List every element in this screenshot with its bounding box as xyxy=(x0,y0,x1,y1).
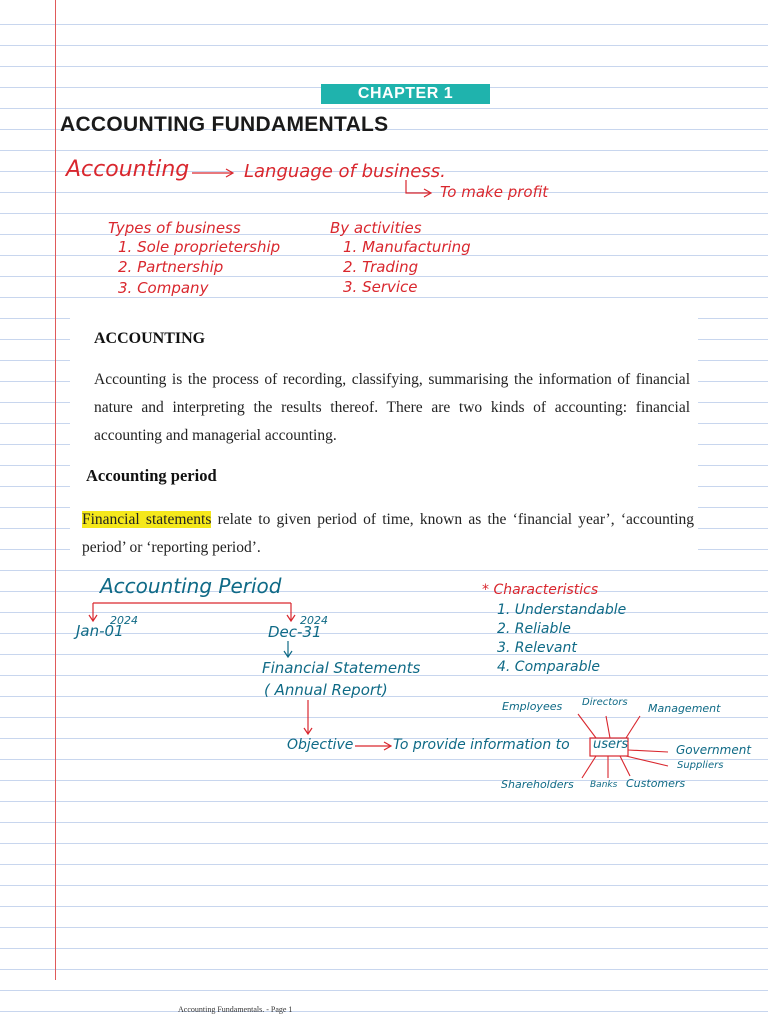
section-heading-accounting-period: Accounting period xyxy=(86,466,217,485)
activity-item: 1. Manufacturing xyxy=(343,238,471,256)
note-accounting: Accounting xyxy=(66,157,190,182)
accounting-definition: Accounting is the process of recording, classifying, summarising the information of financial nature and interpreting the results thereof. There are two kinds of accounting: financial accounting and managerial accounting. xyxy=(94,371,690,444)
note-start-year: 2024 xyxy=(110,614,138,627)
user-group-suppliers: Suppliers xyxy=(677,760,724,771)
user-group-banks: Banks xyxy=(590,780,618,790)
characteristic-item: 2. Reliable xyxy=(497,621,571,637)
type-item: 1. Sole proprietership xyxy=(118,238,281,256)
type-item: 2. Partnership xyxy=(118,258,224,276)
characteristics-heading: * Characteristics xyxy=(482,582,599,598)
note-annual-report: ( Annual Report) xyxy=(264,681,388,699)
note-objective: Objective xyxy=(287,737,354,753)
activities-heading: By activities xyxy=(330,219,422,237)
type-item: 3. Company xyxy=(118,279,209,297)
note-make-profit: To make profit xyxy=(440,183,549,201)
user-group-employees: Employees xyxy=(502,700,563,713)
chapter-badge: CHAPTER 1 xyxy=(321,84,490,104)
note-accounting-period: Accounting Period xyxy=(100,574,282,598)
note-language-of-business: Language of business. xyxy=(244,161,446,182)
note-users: users xyxy=(593,737,629,752)
note-financial-statements: Financial Statements xyxy=(262,659,421,677)
financial-statements-rest: relate to given period of time, known as the ‘financial year’, ‘accounting period’ or ‘reporting period’. xyxy=(82,511,694,556)
note-start-date: Jan-01 xyxy=(76,622,124,640)
activity-item: 3. Service xyxy=(343,278,418,296)
section-heading-accounting: ACCOUNTING xyxy=(94,330,206,347)
note-end-year: 2024 xyxy=(300,614,328,627)
page-footer: Accounting Fundamentals. - Page 1 xyxy=(178,1005,293,1014)
activity-item: 2. Trading xyxy=(343,258,419,276)
note-end-date: Dec-31 xyxy=(268,623,322,641)
note-objective-text: To provide information to xyxy=(393,737,570,753)
types-heading: Types of business xyxy=(108,219,241,237)
user-group-customers: Customers xyxy=(626,777,686,790)
printed-excerpt xyxy=(70,318,698,554)
user-group-directors: Directors xyxy=(582,697,628,708)
characteristic-item: 3. Relevant xyxy=(497,640,577,656)
financial-statements-highlight: Financial statements xyxy=(82,511,212,528)
characteristic-item: 4. Comparable xyxy=(497,659,600,675)
user-group-government: Government xyxy=(676,743,752,757)
financial-statements-text xyxy=(82,506,694,562)
user-group-management: Management xyxy=(648,702,721,715)
chapter-title: ACCOUNTING FUNDAMENTALS xyxy=(60,113,389,136)
user-group-shareholders: Shareholders xyxy=(501,778,574,791)
characteristic-item: 1. Understandable xyxy=(497,602,627,618)
